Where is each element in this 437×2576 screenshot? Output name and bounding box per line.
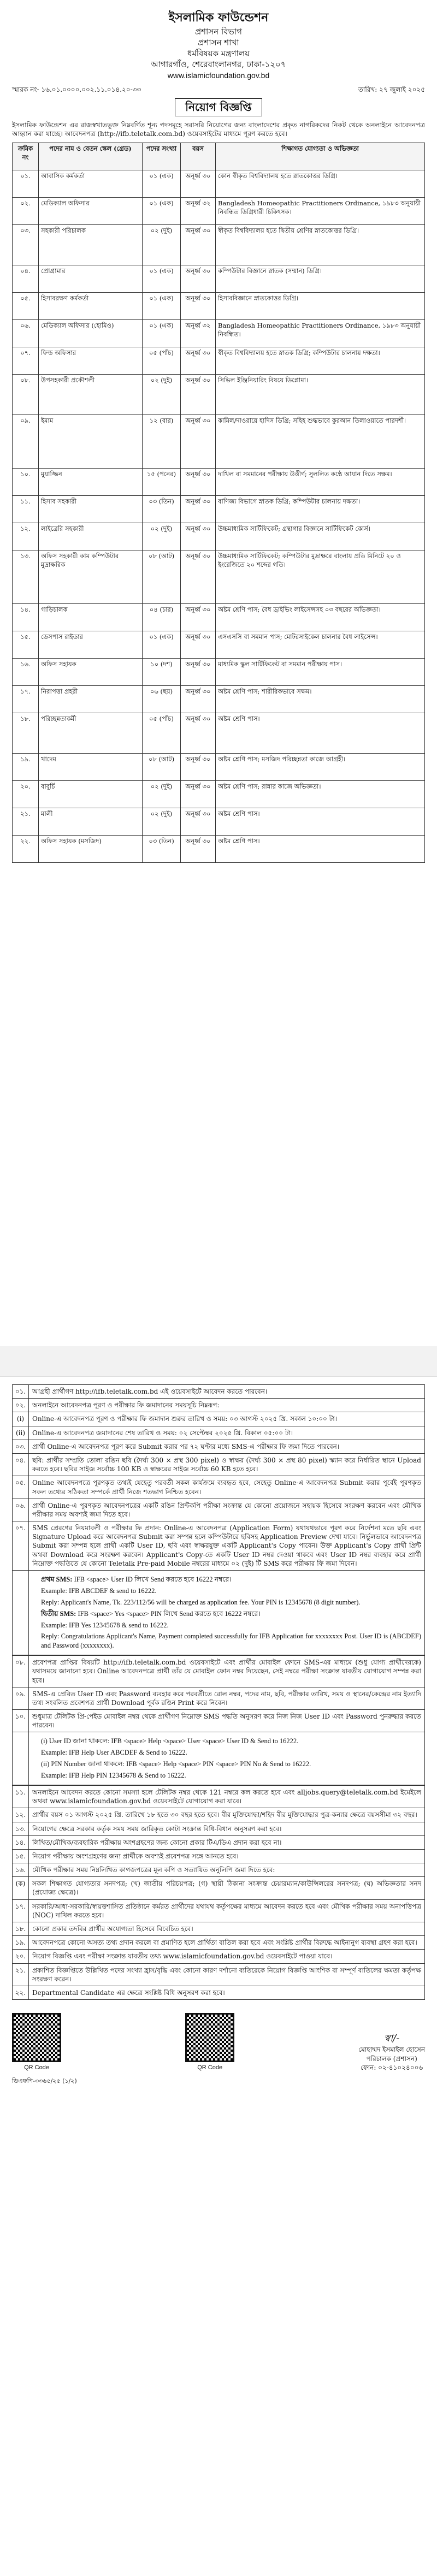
row-serial: ১৬. [13,659,39,686]
sms-step-1 [41,1575,421,1584]
condition-item [12,1412,425,1426]
sms-step-2 [41,1609,421,1619]
row-serial: ১০. [13,469,39,496]
row-serial: ০৪. [13,265,39,293]
row-count: ০১ (এক) [143,631,181,659]
condition-item [12,1822,425,1836]
row-age: অনূর্ধ্ব ৩০ [181,686,216,713]
col-age: বয়স [181,143,216,170]
condition-text: প্রার্থী Online-এ পূরণকৃত আবেদনপত্রের একটি রঙিন প্রিন্টকপি পরীক্ষা সংক্রান্ত যে কোনো প্রয়োজনে সহায়ক হিসেবে সংরক্ষণ করবেন এবং মৌখিক পরীক্ষার সময় অবশ্যই জমা দিতে হবে। [32,1501,421,1518]
row-qualification: উচ্চমাধ্যমিক সার্টিফিকেট; কম্পিউটার মুদ্রাক্ষরে বাংলায় প্রতি মিনিটে ২০ ও ইংরেজিতে ২০ শব্দের গতি। [216,550,425,604]
condition-item [12,1454,425,1476]
condition-number: ১৭. [13,1900,29,1922]
sms-step-2-text: IFB <space> Yes <space> PIN লিখে Send করতে হবে 16222 নম্বরে। [78,1609,261,1618]
col-count: পদের সংখ্যা [143,143,181,170]
condition-item [12,1710,425,1732]
condition-number: ০৯. [13,1687,29,1709]
table-row [13,659,425,686]
condition-text: প্রার্থীর বয়স ০১ আগস্ট ২০২৫ খ্রি. তারিখে ১৮ হতে ৩০ বছর হতে হবে। বীর মুক্তিযোদ্ধা/শহিদ বীর মুক্তিযোদ্ধার পুত্র-কন্যার ক্ষেত্রে বয়সসীমা ৩২ বছর। [32,1811,417,1819]
row-serial: ০৭. [13,347,39,375]
row-qualification: অষ্টম শ্রেণি পাস; বৈধ ড্রাইভিং লাইসেন্সসহ ০৩ বছরের অভিজ্ঞতা। [216,604,425,631]
table-row [13,225,425,265]
condition-text: নিয়োগ পরীক্ষায় অংশগ্রহণের জন্য প্রার্থীকে অবশ্যই প্রবেশপত্র সঙ্গে আনতে হবে। [32,1852,239,1860]
qr-block-1 [12,2013,61,2072]
row-age: অনূর্ধ্ব ৩২ [181,320,216,347]
row-count: ০১ (এক) [143,198,181,225]
row-serial: ০৩. [13,225,39,265]
recover-pin: (ii) PIN Number জানা থাকলে: IFB <space> Help <space> PIN <space> PIN No & Send to 16222. [41,1760,311,1768]
table-row [13,523,425,550]
signature: স্বা/- [383,2033,400,2045]
row-serial: ০৬. [13,320,39,347]
table-row [13,469,425,496]
row-age: অনূর্ধ্ব ৩০ [181,170,216,198]
condition-text: শুধুমাত্র টেলিটক প্রি-পেইড মোবাইল নম্বর থেকে প্রার্থীগণ নিম্নোক্ত SMS পদ্ধতি অনুসরণ করে নিজ নিজ User ID এবং Password পুনরুদ্ধার করতে পারবেন। [32,1713,421,1730]
table-row [13,265,425,293]
row-post-name: নিরাপত্তা প্রহরী [39,686,143,713]
table-row [13,415,425,469]
row-post-name: আবাসিক কর্মকর্তা [39,170,143,198]
condition-item [12,1785,425,1808]
row-serial: ১২. [13,523,39,550]
row-post-name: অফিস সহায়ক (মসজিদ) [39,836,143,863]
condition-number: (i) [13,1412,29,1425]
row-qualification: সিভিল ইঞ্জিনিয়ারিং বিষয়ে ডিপ্লোমা। [216,375,425,415]
qr-block-2 [185,2013,234,2072]
row-serial: ১৫. [13,631,39,659]
table-row [13,347,425,375]
row-qualification: কম্পিউটার বিজ্ঞানে স্নাতক (সম্মান) ডিগ্রি। [216,265,425,293]
condition-text: অনলাইনে আবেদন করতে কোনো সমস্যা হলে টেলিটক নম্বর থেকে 121 নম্বরে কল করতে হবে এবং alljobs.query@teletalk.com.bd ইমেইলে অথবা www.islamicfoundation.gov.bd ওয়েবসাইটে যোগাযোগ করা যাবে। [32,1788,421,1805]
condition-text: Online-এ আবেদনপত্র জমাদানের শেষ তারিখ ও সময়: ০২ সেপ্টেম্বর ২০২৫ খ্রি. বিকাল ০৫:০০ টা। [32,1429,293,1437]
table-row [13,604,425,631]
table-row [13,781,425,808]
qr-code-icon[interactable] [185,2013,234,2062]
condition-number: ১৫. [13,1850,29,1863]
row-count: ০৬ (ছয়) [143,686,181,713]
condition-item [12,1936,425,1950]
condition-item [12,1877,425,1899]
condition-number: ১৬. [13,1863,29,1876]
row-count: ০২ (দুই) [143,375,181,415]
condition-number: ০৮. [13,1656,29,1687]
row-qualification: অষ্টম শ্রেণি পাস। [216,713,425,754]
condition-text: আবেদনপত্রে কোনো অসত্য তথ্য প্রদান করলে বা প্রমাণিত হলে প্রার্থিতা বাতিল করা হবে এবং সংশ্লিষ্ট প্রার্থীর বিরুদ্ধে আইনানুগ ব্যবস্থা গ্রহণ করা হবে। [32,1939,417,1947]
row-qualification: দাখিল বা সমমানের পরীক্ষায় উত্তীর্ণ; সুললিত কণ্ঠে আযান দিতে সক্ষম। [216,469,425,496]
row-post-name: মেডিক্যাল অফিসার [39,198,143,225]
row-age: অনূর্ধ্ব ৩০ [181,496,216,523]
header [12,10,425,81]
row-post-name: উপসহকারী প্রকৌশলী [39,375,143,415]
condition-number: (ii) [13,1426,29,1440]
row-post-name: মালী [39,808,143,836]
row-count: ১৫ (পনের) [143,469,181,496]
memo-row [12,85,425,94]
footer [12,2013,425,2072]
condition-text: সরকারি/আধা-সরকারি/স্বায়ত্তশাসিত প্রতিষ্ঠানে কর্মরত প্রার্থীদের যথাযথ কর্তৃপক্ষের মাধ্যমে আবেদন করতে হবে এবং মৌখিক পরীক্ষার সময় অনাপত্তিপত্র (NOC) দাখিল করতে হবে। [32,1902,421,1919]
row-age: অনূর্ধ্ব ৩২ [181,198,216,225]
row-count: ০২ (দুই) [143,781,181,808]
condition-item [12,1499,425,1521]
qr-caption-2: QR Code [197,2064,223,2071]
row-age: অনূর্ধ্ব ৩০ [181,836,216,863]
row-count: ০১ (এক) [143,265,181,293]
table-row [13,496,425,523]
row-serial: ২১. [13,808,39,836]
address-line: আগারগাঁও, শেরেবাংলানগর, ঢাকা-১২০৭ [151,60,286,70]
row-serial: ১৩. [13,550,39,604]
row-count: ০৮ (আট) [143,550,181,604]
row-post-name: হিসাবরক্ষণ কর্মকর্তা [39,293,143,320]
row-post-name: অফিস সহকারী কাম কম্পিউটার মুদ্রাক্ষরিক [39,550,143,604]
row-age: অনূর্ধ্ব ৩০ [181,808,216,836]
condition-number: ১৩. [13,1822,29,1835]
sms-block [29,1571,424,1655]
condition-number: ০৬. [13,1499,29,1521]
condition-number [13,1571,29,1655]
table-row [13,550,425,604]
row-post-name: বাবুর্চি [39,781,143,808]
row-age: অনূর্ধ্ব ৩০ [181,225,216,265]
row-age: অনূর্ধ্ব ৩০ [181,781,216,808]
condition-text: অনলাইনে আবেদনপত্র পূরণ ও পরীক্ষার ফি জমাদানের সময়সূচি নিম্নরূপ: [32,1401,220,1410]
signer-title: পরিচালক (প্রশাসন) [366,2054,417,2063]
conditions-list-a [12,1384,425,1571]
condition-item [12,1476,425,1499]
row-serial: ১৯. [13,754,39,781]
qr-caption-1: QR Code [24,2064,49,2071]
row-post-name: পরিচ্ছন্নতাকর্মী [39,713,143,754]
row-serial: ২০. [13,781,39,808]
table-row [13,808,425,836]
condition-text: নিয়োগের ক্ষেত্রে সরকার কর্তৃক সময় সময় জারিকৃত কোটা সংক্রান্ত বিধি-বিধান অনুসরণ করা হবে। [32,1825,282,1833]
page-gap [0,1346,437,1376]
row-age: অনূর্ধ্ব ৩০ [181,293,216,320]
condition-text: মৌখিক পরীক্ষার সময় নিম্নলিখিত কাগজপত্রের মূল কপি ও সত্যায়িত অনুলিপি জমা দিতে হবে: [32,1866,275,1874]
row-count: ০২ (দুই) [143,225,181,265]
row-post-name: প্রোগ্রামার [39,265,143,293]
condition-item [12,1521,425,1571]
col-post-name: পদের নাম ও বেতন স্কেল (গ্রেড) [39,143,143,170]
row-age: অনূর্ধ্ব ৩০ [181,347,216,375]
department-line: প্রশাসন বিভাগ [194,26,243,37]
condition-item [12,1655,425,1687]
row-qualification: হিসাববিজ্ঞানে স্নাতকোত্তর ডিগ্রি। [216,293,425,320]
condition-item [12,1986,425,2000]
row-serial: ১৮. [13,713,39,754]
row-count: ০২ (দুই) [143,808,181,836]
table-row [13,713,425,754]
row-count: ০১ (এক) [143,170,181,198]
row-age: অনূর্ধ্ব ৩০ [181,375,216,415]
row-qualification: উচ্চমাধ্যমিক সার্টিফিকেট; গ্রন্থাগার বিজ্ঞানে সার্টিফিকেট কোর্স। [216,523,425,550]
section-line: প্রশাসন শাখা [198,37,239,48]
sms-step-2-label: দ্বিতীয় SMS: [41,1609,76,1618]
table-row [13,836,425,863]
row-qualification: অষ্টম শ্রেণি পাস। [216,836,425,863]
row-serial: ০১. [13,170,39,198]
row-age: অনূর্ধ্ব ৩০ [181,523,216,550]
row-post-name: লাইব্রেরি সহকারী [39,523,143,550]
condition-text: প্রকাশিত বিজ্ঞপ্তিতে উল্লিখিত পদের সংখ্যা হ্রাস/বৃদ্ধি এবং কোনো কারণ দর্শানো ব্যতিরেকে নিয়োগ বিজ্ঞপ্তি আংশিক বা সম্পূর্ণ বাতিলের ক্ষমতা কর্তৃপক্ষ সংরক্ষণ করেন। [32,1966,421,1983]
row-age: অনূর্ধ্ব ৩০ [181,631,216,659]
conditions-list-c [12,1785,425,2000]
row-qualification: কোন স্বীকৃত বিশ্ববিদ্যালয় হতে স্নাতকোত্তর ডিগ্রি। [216,170,425,198]
row-serial: ১১. [13,496,39,523]
row-count: ০৪ (চার) [143,604,181,631]
row-post-name: ইমাম [39,415,143,469]
condition-number: ০৪. [13,1454,29,1476]
recovery-instructions [12,1732,425,1785]
condition-text: কোনো প্রকার তদবির প্রার্থীর অযোগ্যতা হিসেবে বিবেচিত হবে। [32,1925,193,1933]
posts-table-body [13,170,425,863]
condition-number: ০১. [13,1385,29,1398]
condition-text: নিয়োগ বিজ্ঞপ্তি এবং পরীক্ষা সংক্রান্ত যাবতীয় তথ্য www.islamicfoundation.gov.bd ওয়েবসাইটে পাওয়া যাবে। [32,1952,333,1961]
col-qualification: শিক্ষাগত যোগ্যতা ও অভিজ্ঞতা [216,143,425,170]
row-age: অনূর্ধ্ব ৩০ [181,713,216,754]
row-qualification: বাণিজ্য বিভাগে স্নাতক ডিগ্রি; কম্পিউটার চালনায় দক্ষতা। [216,496,425,523]
signature-block [358,2032,425,2072]
condition-number: ১৯. [13,1936,29,1949]
table-row [13,170,425,198]
condition-text: সকল শিক্ষাগত যোগ্যতার সনদপত্র; (খ) জাতীয় পরিচয়পত্র; (গ) স্থায়ী ঠিকানা সংক্রান্ত চেয়ারম্যান/কাউন্সিলরের সনদপত্র; (ঘ) অভিজ্ঞতার সনদ (প্রযোজ্য ক্ষেত্রে)। [32,1880,421,1897]
intro-paragraph: ইসলামিক ফাউন্ডেশন এর রাজস্বখাতভুক্ত নিম্নবর্ণিত শূন্য পদসমূহে সরাসরি নিয়োগের জন্য বাংলাদেশের প্রকৃত নাগরিকদের নিকট থেকে অনলাইনে আবেদনপত্র আহ্বান করা যাচ্ছে। আবেদনপত্র (http://ifb.teletalk.com.bd) ওয়েবসাইটের মাধ্যমে পূরণ করতে হবে। [12,121,425,138]
condition-text: ছবি: প্রার্থীর সম্প্রতি তোলা রঙিন ছবি (দৈর্ঘ্য 300 × প্রস্থ 300 pixel) ও স্বাক্ষর (দৈর্ঘ্য 300 × প্রস্থ 80 pixel) স্ক্যান করে নির্ধারিত স্থানে Upload করতে হবে। ছবির সাইজ সর্বোচ্চ 100 KB ও স্বাক্ষরের সাইজ সর্বোচ্চ 60 KB হতে হবে। [32,1456,421,1473]
condition-number: ১০. [13,1710,29,1732]
row-count: ১০ (দশ) [143,659,181,686]
condition-item [12,1950,425,1963]
table-row [13,320,425,347]
row-qualification: অষ্টম শ্রেণি পাস। [216,808,425,836]
row-qualification: মাধ্যমিক স্কুল সার্টিফিকেট বা সমমান পরীক্ষায় পাস। [216,659,425,686]
posts-table [12,143,425,863]
row-serial: ০৫. [13,293,39,320]
row-qualification: স্বীকৃত বিশ্ববিদ্যালয় হতে দ্বিতীয় শ্রেণির স্নাতকোত্তর ডিগ্রি। [216,225,425,265]
table-row [13,375,425,415]
sms-instructions [12,1571,425,1655]
row-count: ০৩ (তিন) [143,836,181,863]
condition-item [12,1808,425,1822]
memo-date: তারিখ: ২৭ জুলাই ২০২৫ [358,85,425,93]
row-qualification: কামিল/দাওরায়ে হাদিস ডিগ্রি; সহিহ শুদ্ধভাবে কুরআন তিলাওয়াতে পারদর্শী। [216,415,425,469]
qr-code-icon[interactable] [12,2013,61,2062]
table-row [13,686,425,713]
sms-reply-2: Reply: Congratulations Applicant's Name, Payment completed successfully for IFB Application for xxxxxxxx Post. User ID is (ABCDEF) and Password (xxxxxxxx). [41,1632,421,1650]
condition-number: ০২. [13,1399,29,1412]
condition-number: ২০. [13,1950,29,1963]
condition-number: ২২. [13,1986,29,1999]
memo-reference: স্মারক নং- ১৬.০১.০০০০.০০২.১১.০১৪.২০-৩৩ [12,85,141,93]
condition-text: আগ্রহী প্রার্থীগণ http://ifb.teletalk.com.bd এই ওয়েবসাইটে আবেদন করতে পারবেন। [32,1388,268,1395]
row-count: ০১ (এক) [143,320,181,347]
condition-number: ১১. [13,1786,29,1808]
row-post-name: গাড়িচালক [39,604,143,631]
row-serial: ১৪. [13,604,39,631]
sms-reply-1: Reply: Applicant's Name, Tk. 223/112/56 will be charged as application fee. Your PIN is 12345678 (8 digit number). [41,1598,361,1606]
recover-pin-example: Example: IFB Help PIN 12345678 & Send to 16222. [41,1772,186,1780]
row-post-name: মেডিক্যাল অফিসার (হোমিও) [39,320,143,347]
signer-phone: ফোন: ০২-৪১০২৪০০৬ [361,2063,423,2071]
row-qualification: অষ্টম শ্রেণি পাস; রান্নার কাজে অভিজ্ঞতা। [216,781,425,808]
condition-number: ১৮. [13,1922,29,1935]
col-serial: ক্রমিক নং [13,143,39,170]
sms-step-1-label: প্রথম SMS: [41,1576,73,1583]
sms-step-1-text: IFB <space> User ID লিখে Send করতে হবে 16222 নম্বরে। [74,1576,232,1583]
row-age: অনূর্ধ্ব ৩০ [181,265,216,293]
condition-text: লিখিত/মৌখিক/ব্যবহারিক পরীক্ষায় অংশগ্রহণের জন্য কোনো প্রকার টিএ/ডিএ প্রদান করা হবে না। [32,1838,282,1846]
row-age: অনূর্ধ্ব ৩০ [181,550,216,604]
row-age: অনূর্ধ্ব ৩০ [181,415,216,469]
row-serial: ০৮. [13,375,39,415]
row-post-name: ফিল্ড অফিসার [39,347,143,375]
recovery-block [29,1732,424,1785]
recover-userid: (i) User ID জানা থাকলে: IFB <space> Help <space> User <space> User ID & Send to 16222. [41,1737,299,1745]
row-qualification: এসএসসি বা সমমান পাস; মোটরসাইকেল চালনার বৈধ লাইসেন্স। [216,631,425,659]
condition-item [12,1384,425,1399]
row-age: অনূর্ধ্ব ৩০ [181,754,216,781]
row-serial: ০২. [13,198,39,225]
row-post-name: মুয়াজ্জিন [39,469,143,496]
row-serial: ১৭. [13,686,39,713]
row-count: ০১ (এক) [143,293,181,320]
row-count: ০৫ (পাঁচ) [143,347,181,375]
organization-name: ইসলামিক ফাউন্ডেশন [168,10,269,25]
row-serial: ২২. [13,836,39,863]
row-post-name: খাদেম [39,754,143,781]
condition-number: ০৩. [13,1440,29,1453]
notice-title: নিয়োগ বিজ্ঞপ্তি [175,98,262,116]
row-age: অনূর্ধ্ব ৩০ [181,659,216,686]
row-count: ০৩ (তিন) [143,496,181,523]
condition-number: ০৭. [13,1521,29,1570]
row-post-name: হিসাব সহকারী [39,496,143,523]
condition-number: ০৫. [13,1476,29,1498]
posts-table-header [13,143,425,170]
row-post-name: সহকারী পরিচালক [39,225,143,265]
condition-item [12,1440,425,1454]
row-count: ০২ (দুই) [143,523,181,550]
row-qualification: অষ্টম শ্রেণি পাস; শারীরিকভাবে সক্ষম। [216,686,425,713]
condition-number: ২১. [13,1964,29,1986]
row-count: ০৮ (আট) [143,754,181,781]
condition-text: Departmental Candidate এর ক্ষেত্রে সংশ্লিষ্ট বিধি অনুসরণ করা হবে। [32,1988,225,1997]
conditions-section [12,1384,425,2000]
condition-item [12,1964,425,1986]
condition-text: SMS-এ প্রেরিত User ID এবং Password ব্যবহার করে পরবর্তীতে রোল নম্বর, পদের নাম, ছবি, পরীক্ষার তারিখ, সময় ও স্থানের/কেন্দ্রের নাম ইত্যাদি তথ্য সংবলিত প্রবেশপত্র প্রার্থী Download পূর্বক রঙিন Print করে নিবেন। [32,1690,421,1707]
sms-example-1: Example: IFB ABCDEF & send to 16222. [41,1586,157,1595]
row-serial: ০৯. [13,415,39,469]
document-code: ডিএফপি-৩৩৬৫/২৫ (১/২) [12,2077,77,2085]
condition-text: প্রবেশপত্র প্রাপ্তির বিষয়টি http://ifb.teletalk.com.bd ওয়েবসাইটে এবং প্রার্থীর মোবাইল ফোনে SMS-এর মাধ্যমে (শুধু যোগ্য প্রার্থীদেরকে) যথাসময়ে জানানো হবে। Online আবেদনপত্রে প্রার্থী তাঁর যে মোবাইল ফোন নম্বর দিয়েছেন, সেই নম্বরে পরীক্ষা সংক্রান্ত যাবতীয় যোগাযোগ সম্পন্ন করা হবে। [32,1659,421,1684]
condition-item [12,1836,425,1850]
condition-number: (ক) [13,1877,29,1899]
condition-item [12,1426,425,1440]
row-qualification: Bangladesh Homeopathic Practitioners Ordinance, ১৯৮৩ অনুযায়ী নিবন্ধিত। [216,320,425,347]
condition-item [12,1399,425,1412]
condition-text: Online আবেদনপত্রে পূরণকৃত তথ্যই যেহেতু পরবর্তী সকল কার্যক্রমে ব্যবহৃত হবে, সেহেতু Online-এ আবেদনপত্র Submit করার পূর্বেই পূরণকৃত সকল তথ্যের সঠিকতা সম্পর্কে প্রার্থী নিজে শতভাগ নিশ্চিত হবেন। [32,1479,421,1496]
row-count: ০৫ (পাঁচ) [143,713,181,754]
condition-number: ১৪. [13,1836,29,1849]
website-link[interactable]: www.islamicfoundation.gov.bd [167,70,270,80]
row-post-name: ডেসপাস রাইডার [39,631,143,659]
recover-userid-example: Example: IFB Help User ABCDEF & Send to 16222. [41,1749,187,1757]
condition-text: প্রার্থী Online-এ আবেদনপত্র পূরণ করে Submit করার পর ৭২ ঘণ্টার মধ্যে SMS-এ পরীক্ষার ফি জমা দিতে পারবেন। [32,1442,340,1450]
condition-text: SMS প্রেরণের নিয়মাবলী ও পরীক্ষার ফি প্রদান: Online-এ আবেদনপত্র (Application Form) যথাযথভাবে পূরণ করে নির্দেশনা মতে ছবি এবং Signature Upload করে আবেদনপত্র Submit করা সম্পন্ন হলে কম্পিউটারে ছবিসহ Application Preview দেখা যাবে। নির্ভুলভাবে আবেদনপত্র Submit করা সম্পন্ন হলে প্রার্থী একটি User ID, ছবি এবং স্বাক্ষরযুক্ত একটি Applicant's Copy পাবেন। উক্ত Applicant's Copy প্রার্থী প্রিন্ট অথবা Download করে সংরক্ষণ করবেন। Applicant's Copy-তে একটি User ID নম্বর দেওয়া থাকবে এবং User ID নম্বর ব্যবহার করে প্রার্থী নিম্নোক্ত পদ্ধতিতে যে কোনো Teletalk Pre-paid Mobile নম্বরের মাধ্যমে ০২ (দুই) টি SMS করে পরীক্ষার ফি জমা দিবেন। [32,1524,421,1567]
table-row [13,293,425,320]
condition-number [13,1732,29,1785]
sms-example-2: Example: IFB Yes 12345678 & send to 16222. [41,1621,169,1629]
conditions-list-b [12,1655,425,1732]
row-age: অনূর্ধ্ব ৩০ [181,469,216,496]
notice-page-2 [0,1376,437,2576]
condition-item [12,1863,425,1877]
condition-text: Online-এ আবেদনপত্র পূরণ ও পরীক্ষার ফি জমাদান শুরুর তারিখ ও সময়: ০৩ আগস্ট ২০২৫ খ্রি. সকাল ১০:০০ টা। [32,1415,337,1423]
row-count: ১২ (বার) [143,415,181,469]
ministry-line: ধর্মবিষয়ক মন্ত্রণালয় [187,49,250,59]
condition-item [12,1687,425,1710]
table-row [13,754,425,781]
table-row [13,198,425,225]
condition-item [12,1900,425,1922]
condition-item [12,1850,425,1863]
condition-number: ১২. [13,1808,29,1821]
row-qualification: স্বীকৃত বিশ্ববিদ্যালয় হতে স্নাতক ডিগ্রি; কম্পিউটার চালনায় দক্ষতা। [216,347,425,375]
row-qualification: Bangladesh Homeopathic Practitioners Ordinance, ১৯৮৩ অনুযায়ী নিবন্ধিত ডিগ্রিধারী চিকিৎসক। [216,198,425,225]
row-post-name: অফিস সহায়ক [39,659,143,686]
row-age: অনূর্ধ্ব ৩০ [181,604,216,631]
row-qualification: অষ্টম শ্রেণি পাস; মসজিদ পরিচ্ছন্নতা কাজে আগ্রহী। [216,754,425,781]
table-row [13,631,425,659]
condition-item [12,1922,425,1936]
signer-name: মোহাম্মদ ইসমাইল হোসেন [358,2046,425,2054]
